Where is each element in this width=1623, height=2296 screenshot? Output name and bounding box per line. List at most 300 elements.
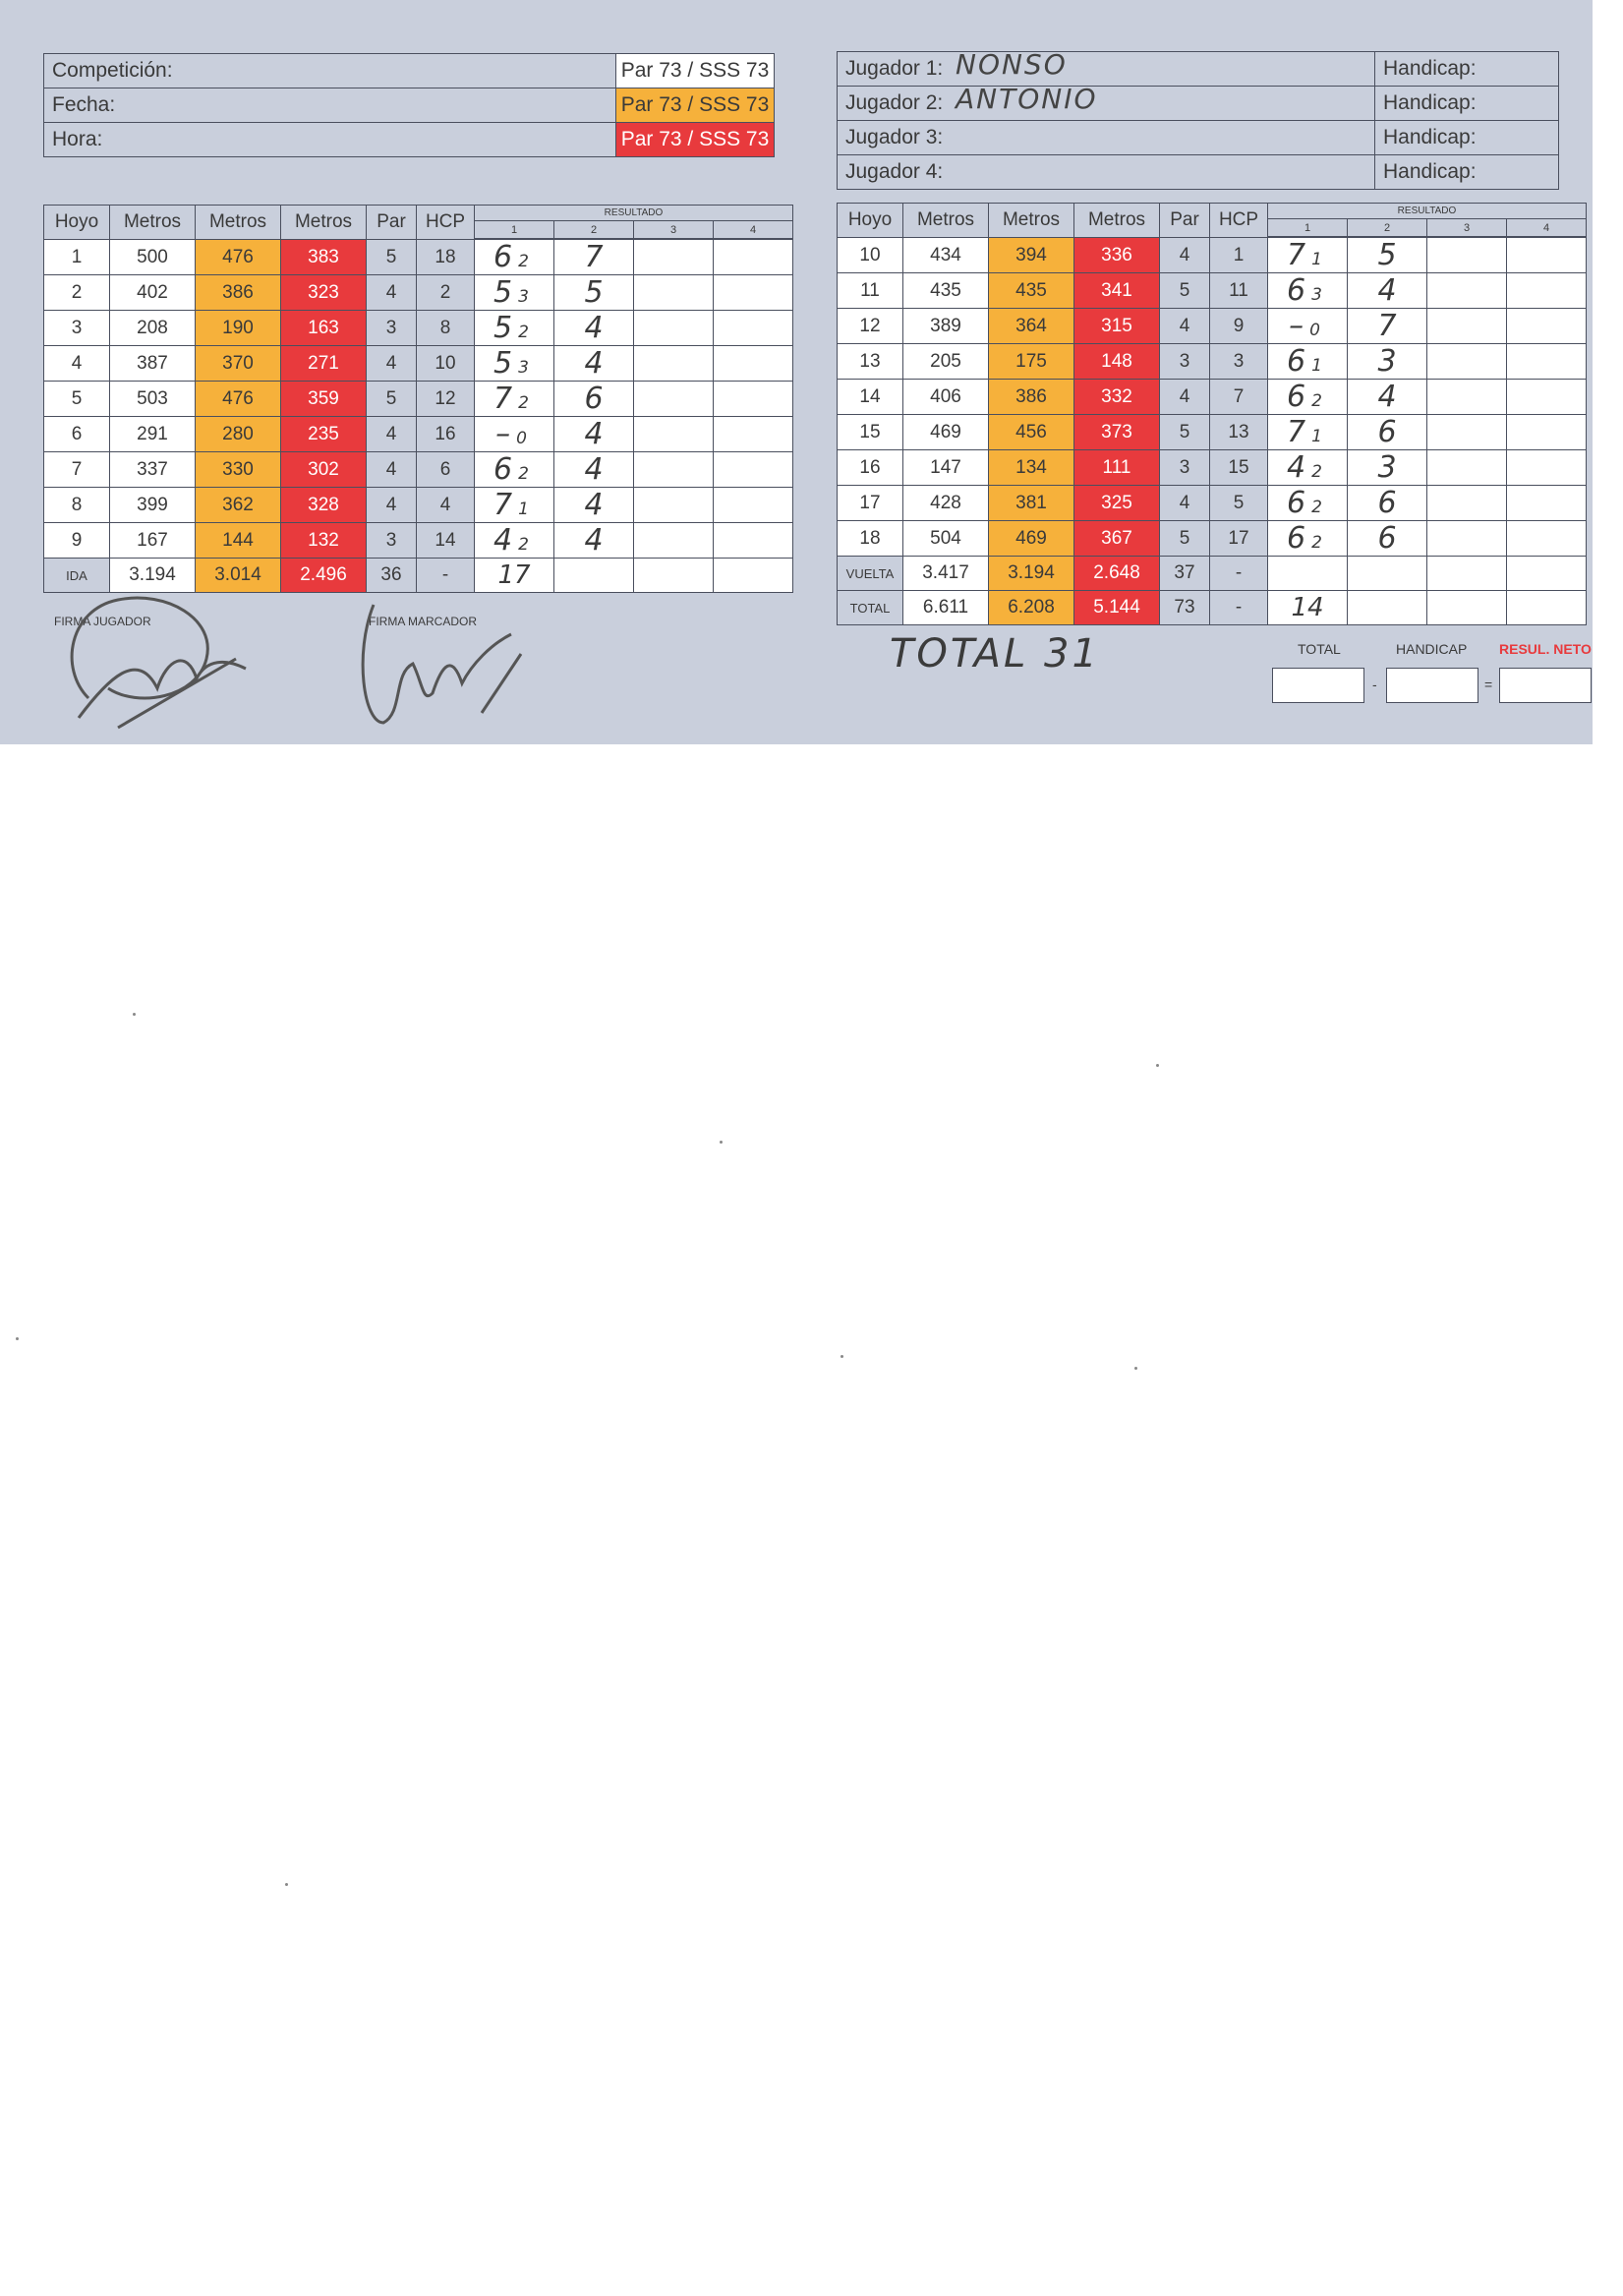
score-cell-player-2[interactable] xyxy=(1348,344,1427,380)
score-cell-player-2[interactable] xyxy=(1348,238,1427,273)
hcp-value: 18 xyxy=(417,240,475,275)
score-cell-player-4[interactable] xyxy=(714,523,793,559)
score-cell-player-3[interactable] xyxy=(1427,309,1507,344)
score-total-player-4[interactable] xyxy=(714,559,793,593)
score-cell-player-4[interactable] xyxy=(714,346,793,382)
metros-red: 341 xyxy=(1074,273,1160,309)
points: 2 xyxy=(518,252,529,271)
hole-number: 3 xyxy=(44,311,110,346)
handicap-footer-label: HANDICAP xyxy=(1396,641,1468,657)
col-resultado: RESULTADO xyxy=(475,206,793,221)
score-cell-player-4[interactable] xyxy=(1507,273,1587,309)
marker-signature xyxy=(344,585,541,742)
handwritten-score: 3 xyxy=(1377,450,1397,485)
points: 2 xyxy=(1311,533,1322,553)
metros-red: 302 xyxy=(281,452,367,488)
score-total-player-3[interactable] xyxy=(634,559,714,593)
scan-speck xyxy=(1156,1064,1159,1067)
metros-orange: 280 xyxy=(196,417,281,452)
score-cell-player-4[interactable] xyxy=(1507,486,1587,521)
score-cell-player-1[interactable] xyxy=(475,240,554,275)
metros-red-total: 5.144 xyxy=(1074,591,1160,625)
handwritten-score xyxy=(493,523,535,558)
metros-red: 325 xyxy=(1074,486,1160,521)
points: 2 xyxy=(1311,462,1322,482)
par-value: 3 xyxy=(1160,344,1210,380)
par-red: Par 73 / SSS 73 xyxy=(616,123,775,157)
handwritten-score: 5 xyxy=(1377,238,1397,272)
score-cell-player-3[interactable] xyxy=(1427,238,1507,273)
hole-number: 13 xyxy=(838,344,903,380)
metros-white: 406 xyxy=(903,380,989,415)
col-hoyo: Hoyo xyxy=(44,206,110,240)
score-cell-player-4[interactable] xyxy=(1507,450,1587,486)
col-resultado: RESULTADO xyxy=(1268,204,1587,219)
metros-orange: 362 xyxy=(196,488,281,523)
table-row xyxy=(838,450,1587,486)
score-cell-player-4[interactable] xyxy=(714,488,793,523)
score-cell-player-2[interactable] xyxy=(554,523,634,559)
par-value: 4 xyxy=(1160,309,1210,344)
score-cell-player-3[interactable] xyxy=(1427,450,1507,486)
total-row-label: VUELTA xyxy=(838,557,903,591)
score-cell-player-1[interactable] xyxy=(1268,486,1348,521)
score-cell-player-3[interactable] xyxy=(1427,486,1507,521)
handicap-label: Handicap: xyxy=(1375,121,1559,155)
hole-number: 8 xyxy=(44,488,110,523)
metros-red: 235 xyxy=(281,417,367,452)
metros-red: 383 xyxy=(281,240,367,275)
col-hcp: HCP xyxy=(417,206,475,240)
handwritten-score: 3 xyxy=(1377,344,1397,379)
score-cell-player-3[interactable] xyxy=(1427,521,1507,557)
hcp-value: 2 xyxy=(417,275,475,311)
hcp-value: 15 xyxy=(1210,450,1268,486)
score-cell-player-4[interactable] xyxy=(714,452,793,488)
hcp-total: - xyxy=(1210,591,1268,625)
score-cell-player-2[interactable] xyxy=(1348,273,1427,309)
score-cell-player-4[interactable] xyxy=(714,311,793,346)
hole-number: 16 xyxy=(838,450,903,486)
scan-speck xyxy=(133,1013,136,1016)
neto-box[interactable] xyxy=(1499,668,1592,703)
metros-white: 503 xyxy=(110,382,196,417)
metros-white: 504 xyxy=(903,521,989,557)
score-cell-player-1[interactable] xyxy=(1268,415,1348,450)
metros-white-total: 6.611 xyxy=(903,591,989,625)
score-cell-player-1[interactable] xyxy=(1268,309,1348,344)
score-cell-player-3[interactable] xyxy=(634,240,714,275)
score-cell-player-2[interactable] xyxy=(554,311,634,346)
handwritten-score xyxy=(493,346,535,381)
handwritten-score xyxy=(1287,380,1328,414)
hcp-value: 10 xyxy=(417,346,475,382)
handwritten-score xyxy=(1287,486,1328,520)
score-cell-player-3[interactable] xyxy=(1427,380,1507,415)
score-cell-player-1[interactable] xyxy=(1268,273,1348,309)
score-cell-player-4[interactable] xyxy=(714,417,793,452)
metros-orange: 476 xyxy=(196,382,281,417)
score-cell-player-2[interactable] xyxy=(1348,450,1427,486)
col-hoyo: Hoyo xyxy=(838,204,903,238)
hcp-value: 13 xyxy=(1210,415,1268,450)
handwritten-score: 6 xyxy=(1377,486,1397,520)
handwritten-score xyxy=(493,275,535,310)
par-total: 37 xyxy=(1160,557,1210,591)
metros-white: 434 xyxy=(903,238,989,273)
metros-orange-total: 3.194 xyxy=(989,557,1074,591)
metros-orange: 190 xyxy=(196,311,281,346)
par-value: 4 xyxy=(367,488,417,523)
metros-orange-total: 3.014 xyxy=(196,559,281,593)
hcp-total: - xyxy=(1210,557,1268,591)
hole-number: 10 xyxy=(838,238,903,273)
score-cell-player-3[interactable] xyxy=(634,382,714,417)
table-row xyxy=(838,238,1587,273)
strokes: 6 xyxy=(1287,486,1306,520)
score-cell-player-2[interactable] xyxy=(554,488,634,523)
metros-orange: 476 xyxy=(196,240,281,275)
strokes: 7 xyxy=(1287,415,1306,449)
table-row xyxy=(44,240,793,275)
strokes: 7 xyxy=(493,382,513,416)
hcp-value: 5 xyxy=(1210,486,1268,521)
par-value: 5 xyxy=(1160,521,1210,557)
metros-white: 389 xyxy=(903,309,989,344)
firma-jugador-label: FIRMA JUGADOR xyxy=(54,615,151,628)
hole-number: 9 xyxy=(44,523,110,559)
metros-white: 205 xyxy=(903,344,989,380)
table-row xyxy=(44,488,793,523)
metros-orange: 386 xyxy=(196,275,281,311)
metros-red-total: 2.496 xyxy=(281,559,367,593)
hcp-value: 1 xyxy=(1210,238,1268,273)
score-cell-player-1[interactable] xyxy=(475,523,554,559)
score-cell-player-3[interactable] xyxy=(634,452,714,488)
metros-red: 111 xyxy=(1074,450,1160,486)
player-name-handwritten: ANTONIO xyxy=(956,83,1098,115)
col-res-2: 2 xyxy=(554,221,634,239)
score-cell-player-4[interactable] xyxy=(1507,309,1587,344)
metros-white: 402 xyxy=(110,275,196,311)
col-metros: Metros xyxy=(989,204,1074,238)
score-cell-player-2[interactable] xyxy=(554,452,634,488)
metros-red: 328 xyxy=(281,488,367,523)
metros-white: 291 xyxy=(110,417,196,452)
metros-red: 132 xyxy=(281,523,367,559)
total-row-label: IDA xyxy=(44,559,110,593)
score-cell-player-3[interactable] xyxy=(1427,344,1507,380)
score-cell-player-1[interactable] xyxy=(1268,238,1348,273)
minus-sign: - xyxy=(1372,677,1377,692)
handicap-box[interactable] xyxy=(1386,668,1478,703)
handwritten-score: 4 xyxy=(584,417,604,451)
par-value: 5 xyxy=(367,382,417,417)
score-cell-player-4[interactable] xyxy=(714,275,793,311)
handicap-label: Handicap: xyxy=(1375,87,1559,121)
total-label: TOTAL xyxy=(1298,641,1341,657)
hole-number: 18 xyxy=(838,521,903,557)
scan-speck xyxy=(720,1141,723,1144)
score-cell-player-3[interactable] xyxy=(634,311,714,346)
metros-white: 167 xyxy=(110,523,196,559)
score-cell-player-3[interactable] xyxy=(634,523,714,559)
hcp-value: 3 xyxy=(1210,344,1268,380)
strokes: 7 xyxy=(493,488,513,522)
score-cell-player-2[interactable] xyxy=(554,240,634,275)
player-label: Jugador 1: xyxy=(845,57,944,80)
strokes: 7 xyxy=(1287,238,1306,272)
metros-red: 315 xyxy=(1074,309,1160,344)
hole-number: 12 xyxy=(838,309,903,344)
table-row xyxy=(838,415,1587,450)
par-value: 4 xyxy=(1160,380,1210,415)
metros-orange: 456 xyxy=(989,415,1074,450)
score-cell-player-1[interactable] xyxy=(1268,380,1348,415)
score-cell-player-1[interactable] xyxy=(1268,450,1348,486)
score-cell-player-1[interactable] xyxy=(1268,521,1348,557)
handwritten-score xyxy=(1287,450,1328,485)
col-res-2: 2 xyxy=(1348,219,1427,237)
handwritten-score: 5 xyxy=(584,275,604,310)
metros-orange: 144 xyxy=(196,523,281,559)
player-label: Jugador 4: xyxy=(845,160,944,183)
col-res-4: 4 xyxy=(1507,219,1587,237)
total-row xyxy=(838,557,1587,591)
handwritten-score xyxy=(493,452,535,487)
score-total-player-4[interactable] xyxy=(1507,591,1587,625)
score-cell-player-2[interactable] xyxy=(1348,380,1427,415)
hole-number: 4 xyxy=(44,346,110,382)
total-box[interactable] xyxy=(1272,668,1364,703)
handwritten-score xyxy=(493,488,535,522)
col-res-3: 3 xyxy=(634,221,714,239)
handwritten-score xyxy=(1287,415,1328,449)
score-total-player-1[interactable] xyxy=(1268,557,1348,591)
points: 1 xyxy=(1311,427,1322,446)
handwritten-score xyxy=(495,417,533,451)
metros-white: 147 xyxy=(903,450,989,486)
score-cell-player-3[interactable] xyxy=(634,417,714,452)
strokes: 6 xyxy=(493,452,513,487)
par-value: 3 xyxy=(1160,450,1210,486)
score-cell-player-1[interactable] xyxy=(475,346,554,382)
player-row xyxy=(838,121,1559,155)
score-cell-player-2[interactable] xyxy=(1348,486,1427,521)
score-cell-player-3[interactable] xyxy=(634,346,714,382)
metros-orange: 381 xyxy=(989,486,1074,521)
scan-speck xyxy=(285,1883,288,1886)
strokes: 5 xyxy=(493,311,513,345)
score-cell-player-4[interactable] xyxy=(1507,380,1587,415)
score-total-player-4[interactable] xyxy=(1507,557,1587,591)
score-total-player-2[interactable] xyxy=(1348,591,1427,625)
metros-white: 337 xyxy=(110,452,196,488)
par-total: 73 xyxy=(1160,591,1210,625)
hole-number: 6 xyxy=(44,417,110,452)
par-value: 5 xyxy=(367,240,417,275)
score-cell-player-2[interactable] xyxy=(1348,521,1427,557)
points: 3 xyxy=(518,358,529,378)
hcp-value: 4 xyxy=(417,488,475,523)
score-cell-player-2[interactable] xyxy=(1348,309,1427,344)
metros-orange: 370 xyxy=(196,346,281,382)
col-par: Par xyxy=(1160,204,1210,238)
metros-orange-total: 6.208 xyxy=(989,591,1074,625)
table-row xyxy=(44,417,793,452)
score-cell-player-1[interactable] xyxy=(475,488,554,523)
strokes: 4 xyxy=(493,523,513,558)
par-value: 4 xyxy=(367,452,417,488)
score-cell-player-2[interactable] xyxy=(554,417,634,452)
hcp-value: 12 xyxy=(417,382,475,417)
par-value: 4 xyxy=(367,275,417,311)
points: 2 xyxy=(1311,391,1322,411)
strokes: 6 xyxy=(1287,273,1306,308)
points: 1 xyxy=(518,500,529,519)
score-total-player-1[interactable] xyxy=(1268,591,1348,625)
strokes: 4 xyxy=(1287,450,1306,485)
metros-white: 469 xyxy=(903,415,989,450)
col-par: Par xyxy=(367,206,417,240)
score-cell-player-1[interactable] xyxy=(1268,344,1348,380)
score-cell-player-3[interactable] xyxy=(634,488,714,523)
handwritten-score: 7 xyxy=(584,240,604,274)
metros-red: 332 xyxy=(1074,380,1160,415)
score-total-player-2[interactable] xyxy=(554,559,634,593)
score-cell-player-4[interactable] xyxy=(1507,344,1587,380)
handwritten-score: 4 xyxy=(584,311,604,345)
strokes: 6 xyxy=(1287,380,1306,414)
competition-info xyxy=(43,53,775,157)
strokes: 6 xyxy=(1287,344,1306,379)
par-value: 5 xyxy=(1160,415,1210,450)
hole-number: 2 xyxy=(44,275,110,311)
metros-orange: 386 xyxy=(989,380,1074,415)
score-total-player-2[interactable] xyxy=(1348,557,1427,591)
handwritten-score: 4 xyxy=(1377,273,1397,308)
metros-red: 373 xyxy=(1074,415,1160,450)
hole-number: 7 xyxy=(44,452,110,488)
score-cell-player-4[interactable] xyxy=(714,382,793,417)
metros-red: 148 xyxy=(1074,344,1160,380)
metros-white: 387 xyxy=(110,346,196,382)
col-metros: Metros xyxy=(196,206,281,240)
col-res-3: 3 xyxy=(1427,219,1507,237)
score-cell-player-4[interactable] xyxy=(1507,521,1587,557)
score-cell-player-4[interactable] xyxy=(714,240,793,275)
metros-orange: 175 xyxy=(989,344,1074,380)
par-value: 4 xyxy=(1160,238,1210,273)
score-cell-player-2[interactable] xyxy=(554,382,634,417)
points: 1 xyxy=(1311,356,1322,376)
points: 0 xyxy=(516,429,527,448)
score-cell-player-1[interactable] xyxy=(475,417,554,452)
table-row xyxy=(44,382,793,417)
score-cell-player-4[interactable] xyxy=(1507,238,1587,273)
score-cell-player-1[interactable] xyxy=(475,311,554,346)
player-row xyxy=(838,87,1559,121)
score-total-player-3[interactable] xyxy=(1427,557,1507,591)
points: 2 xyxy=(518,393,529,413)
table-row xyxy=(44,311,793,346)
points: 1 xyxy=(1311,250,1322,269)
col-res-4: 4 xyxy=(714,221,793,239)
handwritten-score xyxy=(493,382,535,416)
score-cell-player-1[interactable] xyxy=(475,275,554,311)
score-cell-player-3[interactable] xyxy=(1427,273,1507,309)
handwritten-score xyxy=(1287,521,1328,556)
hole-number: 5 xyxy=(44,382,110,417)
table-row xyxy=(838,486,1587,521)
par-value: 4 xyxy=(367,346,417,382)
strokes: – xyxy=(1289,309,1304,343)
score-cell-player-2[interactable] xyxy=(554,275,634,311)
par-value: 3 xyxy=(367,311,417,346)
par-value: 4 xyxy=(367,417,417,452)
col-metros: Metros xyxy=(281,206,367,240)
par-value: 4 xyxy=(1160,486,1210,521)
scorecard xyxy=(0,0,1593,744)
par-orange: Par 73 / SSS 73 xyxy=(616,88,775,123)
score-cell-player-1[interactable] xyxy=(475,452,554,488)
hcp-value: 16 xyxy=(417,417,475,452)
score-cell-player-3[interactable] xyxy=(1427,415,1507,450)
neto-label: RESUL. NETO xyxy=(1499,641,1592,657)
handwritten-score xyxy=(1287,238,1328,272)
metros-orange: 394 xyxy=(989,238,1074,273)
score-cell-player-3[interactable] xyxy=(634,275,714,311)
metros-red: 359 xyxy=(281,382,367,417)
metros-white-total: 3.194 xyxy=(110,559,196,593)
handwritten-score xyxy=(1289,309,1326,343)
hole-number: 11 xyxy=(838,273,903,309)
par-total: 36 xyxy=(367,559,417,593)
col-res-1: 1 xyxy=(475,221,554,239)
score-cell-player-4[interactable] xyxy=(1507,415,1587,450)
col-metros: Metros xyxy=(903,204,989,238)
fecha-label: Fecha: xyxy=(44,88,616,123)
metros-orange: 435 xyxy=(989,273,1074,309)
score-cell-player-1[interactable] xyxy=(475,382,554,417)
metros-red: 367 xyxy=(1074,521,1160,557)
metros-orange: 469 xyxy=(989,521,1074,557)
strokes: 5 xyxy=(493,346,513,381)
equals-sign: = xyxy=(1484,677,1493,692)
handwritten-score: 4 xyxy=(584,452,604,487)
score-cell-player-2[interactable] xyxy=(1348,415,1427,450)
handwritten-score: 4 xyxy=(584,523,604,558)
hole-number: 14 xyxy=(838,380,903,415)
col-metros: Metros xyxy=(1074,204,1160,238)
metros-orange: 364 xyxy=(989,309,1074,344)
hcp-value: 7 xyxy=(1210,380,1268,415)
player-label: Jugador 2: xyxy=(845,91,944,114)
front-nine-table xyxy=(43,205,793,593)
player-name-handwritten: NONSO xyxy=(956,48,1068,81)
strokes: 5 xyxy=(493,275,513,310)
points: 0 xyxy=(1309,321,1320,340)
player-row xyxy=(838,52,1559,87)
table-row xyxy=(44,523,793,559)
score-total-player-3[interactable] xyxy=(1427,591,1507,625)
points: 2 xyxy=(1311,498,1322,517)
score-cell-player-2[interactable] xyxy=(554,346,634,382)
metros-orange: 330 xyxy=(196,452,281,488)
hora-label: Hora: xyxy=(44,123,616,157)
table-row xyxy=(838,309,1587,344)
handwritten-score: 6 xyxy=(1377,521,1397,556)
